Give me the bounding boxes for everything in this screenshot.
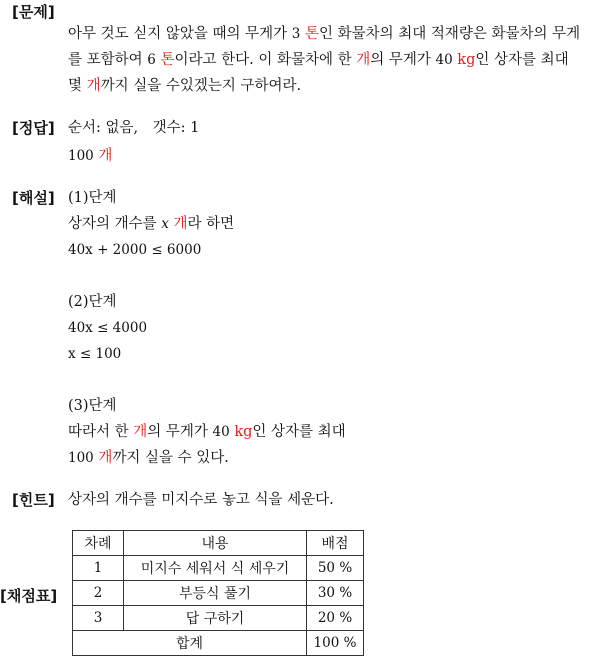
hint-label: [힌트] — [12, 491, 55, 509]
row-1-order: 1 — [73, 556, 124, 581]
header-order: 차례 — [73, 531, 124, 556]
table-row — [73, 556, 364, 581]
solution-label: [해설] — [12, 189, 55, 207]
table-header-row — [73, 531, 364, 556]
problem-line-3: 몇 개까지 실을 수있겠는지 구하여라. — [68, 78, 302, 94]
answer-label: [정답] — [12, 119, 55, 137]
scoring-table — [72, 530, 364, 656]
step-3-text-2: 100 개까지 실을 수 있다. — [68, 450, 229, 466]
step-1-title: (1)단계 — [68, 190, 117, 206]
row-3-score: 20 % — [307, 606, 364, 631]
total-value: 100 % — [307, 631, 364, 656]
problem-line-2: 를 포함하여 6 톤이라고 한다. 이 화물차에 한 개의 무게가 40 kg인 상자를 최대 — [68, 52, 569, 68]
step-2-equation-2: x ≤ 100 — [68, 346, 122, 362]
table-total-row — [73, 631, 364, 656]
step-2-title: (2)단계 — [68, 294, 117, 310]
row-2-score: 30 % — [307, 581, 364, 606]
hint-text: 상자의 개수를 미지수로 놓고 식을 세운다. — [68, 492, 334, 508]
row-3-content: 답 구하기 — [124, 606, 307, 631]
table-row — [73, 581, 364, 606]
table-row — [73, 606, 364, 631]
row-2-content: 부등식 풀기 — [124, 581, 307, 606]
total-label: 합계 — [73, 631, 307, 656]
answer-line-2: 100 개 — [68, 148, 113, 164]
row-3-order: 3 — [73, 606, 124, 631]
step-1-text: 상자의 개수를 x 개라 하면 — [68, 216, 235, 232]
header-score: 배점 — [307, 531, 364, 556]
answer-line-1: 순서: 없음, 갯수: 1 — [68, 120, 200, 136]
row-1-score: 50 % — [307, 556, 364, 581]
row-2-order: 2 — [73, 581, 124, 606]
row-1-content: 미지수 세워서 식 세우기 — [124, 556, 307, 581]
problem-line-1: 아무 것도 싣지 않았을 때의 무게가 3 톤인 화물차의 최대 적재량은 화물차의 무게 — [68, 26, 581, 42]
header-content: 내용 — [124, 531, 307, 556]
step-2-equation-1: 40x ≤ 4000 — [68, 320, 148, 336]
scoring-label: [채점표] — [0, 587, 58, 605]
step-3-title: (3)단계 — [68, 398, 117, 414]
problem-label: [문제] — [12, 3, 55, 21]
step-1-equation: 40x + 2000 ≤ 6000 — [68, 242, 202, 258]
step-3-text-1: 따라서 한 개의 무게가 40 kg인 상자를 최대 — [68, 424, 346, 440]
